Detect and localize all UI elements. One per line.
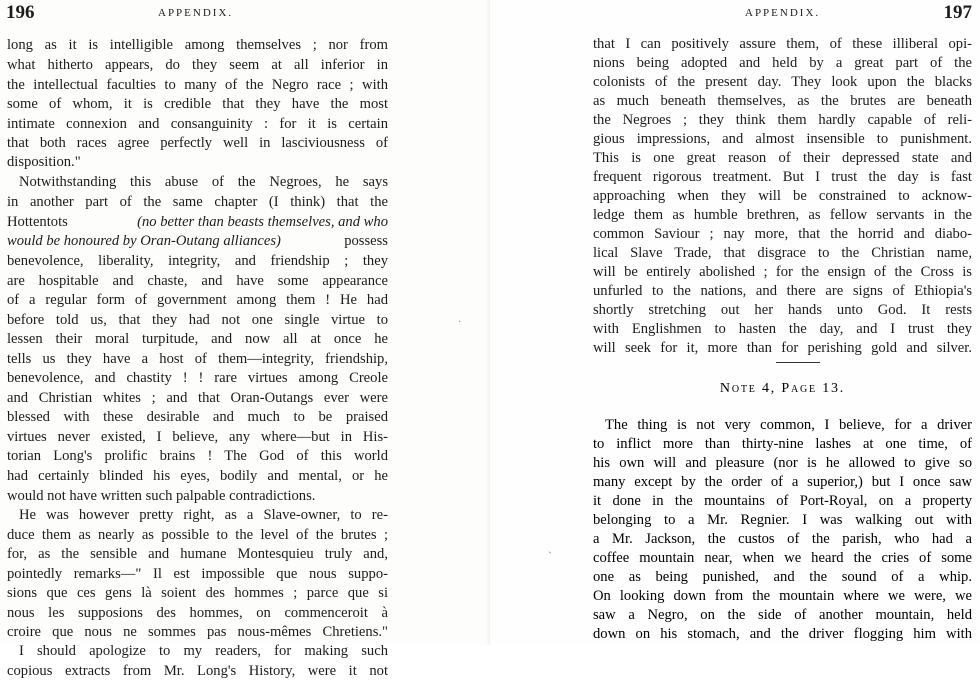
text-line: The thing is not very common, I believe, for a driver bbox=[605, 417, 972, 433]
text-line-mixed bbox=[7, 212, 388, 232]
text-line: that both races agree perfectly well in lasciviousness of bbox=[7, 135, 388, 151]
text-line: for, as the sensible and humane Montesquieu truly and, bbox=[7, 546, 388, 562]
text-line: This is one great reason of their depressed state and bbox=[593, 150, 972, 166]
text-line: Notwithstanding this abuse of the Negroes, he says bbox=[19, 174, 388, 190]
note-heading: Note 4, Page 13. bbox=[719, 381, 846, 396]
margin-speck: · bbox=[458, 317, 462, 328]
italic-text-span: would be honoured by Oran-Outang alliances) bbox=[7, 233, 281, 249]
left-page bbox=[0, 0, 490, 679]
text-line: I should apologize to my readers, for making such bbox=[19, 643, 388, 659]
text-line-mixed bbox=[7, 231, 388, 251]
text-line: will seek for it, more than for perishing gold and silver. bbox=[593, 340, 972, 356]
left-running-head: APPENDIX. bbox=[158, 7, 234, 19]
text-line: his own will and pleasure (nor is he allowed to give so bbox=[593, 455, 972, 471]
text-line: pointedly remarks—" Il est impossible que nous suppo- bbox=[7, 566, 388, 582]
text-line: it done in the mountains of Port-Royal, on a property bbox=[593, 493, 972, 509]
text-line: before told us, that they had not one single virtue to bbox=[7, 312, 388, 328]
text-line: intimate connexion and consanguinity : for it is certain bbox=[7, 116, 388, 132]
text-line: approaching when they will be constrained to acknow- bbox=[593, 188, 972, 204]
text-line: benevolence, and chastity ! ! rare virtues among Creole bbox=[7, 370, 388, 386]
text-line: are hospitable and chaste, and have some appearance bbox=[7, 273, 388, 289]
text-line: copious extracts from Mr. Long's History, were it not bbox=[7, 663, 388, 679]
text-line: the Negroes ; they think them hardly capable of reli- bbox=[593, 112, 972, 128]
text-line: had certainly blinded his eyes, bodily and mental, or he bbox=[7, 468, 388, 484]
text-line: On looking down from the mountain where we were, we bbox=[593, 588, 972, 604]
text-line: down on his stomach, and the driver flogging him with bbox=[593, 626, 972, 642]
text-line: nous les supposions des hommes, on commenceroit à bbox=[7, 605, 388, 621]
text-line: torian Long's prolific brains ! The God of this world bbox=[7, 448, 388, 464]
text-line: blessed with these desirable and much to be praised bbox=[7, 409, 388, 425]
text-line: common Saviour ; nay more, that the horrid and diabo- bbox=[593, 226, 972, 242]
text-line: to inflict more than thirty-nine lashes at one time, of bbox=[593, 436, 972, 452]
text-line: as much beneath themselves, as the brutes are beneath bbox=[593, 93, 972, 109]
text-line: lical Slave Trade, that disgrace to the Christian name, bbox=[593, 245, 972, 261]
text-line: long as it is intelligible among themselves ; nor from bbox=[7, 37, 388, 53]
text-line: coffee mountain near, when we heard the cries of some bbox=[593, 550, 972, 566]
text-span: possess bbox=[344, 233, 388, 249]
text-line: the intellectual faculties to many of the Negro race ; with bbox=[7, 77, 388, 93]
text-line: duce them as nearly as possible to the level of the brutes ; bbox=[7, 527, 388, 543]
text-line: in another part of the same chapter (I think) that the bbox=[7, 194, 388, 210]
right-page bbox=[490, 0, 980, 645]
text-line: a Mr. Jackson, the custos of the parish, who had a bbox=[593, 531, 972, 547]
text-line: tells us they have a host of them—integrity, friendship, bbox=[7, 351, 388, 367]
text-span: Hottentots bbox=[7, 214, 68, 230]
text-line: lessen their moral turpitude, and now all at once he bbox=[7, 331, 388, 347]
text-line: He was however pretty right, as a Slave-owner, to re- bbox=[19, 507, 388, 523]
text-line: of a regular form of government among them ! He had bbox=[7, 292, 388, 308]
right-page-number: 197 bbox=[943, 2, 972, 23]
text-line: one as being punished, and the sound of a whip. bbox=[593, 569, 972, 585]
text-line: some of whom, it is credible that they have the most bbox=[7, 96, 388, 112]
text-line: frequent rigorous treatment. But I trust the day is fast bbox=[593, 169, 972, 185]
text-line: croire que nous ne sommes pas nous-mêmes Chretiens." bbox=[7, 624, 388, 640]
right-running-head: APPENDIX. bbox=[745, 7, 821, 19]
text-line: would not have written such palpable contradictions. bbox=[7, 488, 316, 504]
text-line: what hitherto appears, do they seem at all inferior in bbox=[7, 57, 388, 73]
text-line: will be entirely abolished ; for the ensign of the Cross is bbox=[593, 264, 972, 280]
text-line: disposition." bbox=[7, 154, 81, 170]
text-line: belonging to a Mr. Regnier. I was walking out with bbox=[593, 512, 972, 528]
text-line: with Englishmen to hasten the day, and I trust they bbox=[593, 321, 972, 337]
text-line: unfurled to the nations, and there are signs of Ethiopia's bbox=[593, 283, 972, 299]
italic-text-span: (no better than beasts themselves, and who bbox=[137, 214, 388, 230]
text-line: nions being adopted and held by a great part of the bbox=[593, 55, 972, 71]
text-line: shortly stretching out her hands unto God. It rests bbox=[593, 302, 972, 318]
text-line: many except by the order of a superior,) but I once saw bbox=[593, 474, 972, 490]
text-line: colonists of the present day. They look upon the blacks bbox=[593, 74, 972, 90]
left-page-number: 196 bbox=[6, 2, 35, 23]
text-line: and Christian whites ; and that Oran-Outangs ever were bbox=[7, 390, 388, 406]
text-line: virtues never existed, I believe, any where—but in His- bbox=[7, 429, 388, 445]
text-line: benevolence, liberality, integrity, and friendship ; they bbox=[7, 253, 388, 269]
text-line: sions que ces gens là soient des hommes ; parce que si bbox=[7, 585, 388, 601]
text-line: gious impressions, and almost insensible to punishment. bbox=[593, 131, 972, 147]
margin-speck: ˏ bbox=[548, 540, 552, 554]
text-line: that I can positively assure them, of these illiberal opi- bbox=[593, 36, 972, 52]
text-line: ledge them as humble brethren, as fellow servants in the bbox=[593, 207, 972, 223]
text-line: saw a Negro, on the side of another mountain, held bbox=[593, 607, 972, 623]
